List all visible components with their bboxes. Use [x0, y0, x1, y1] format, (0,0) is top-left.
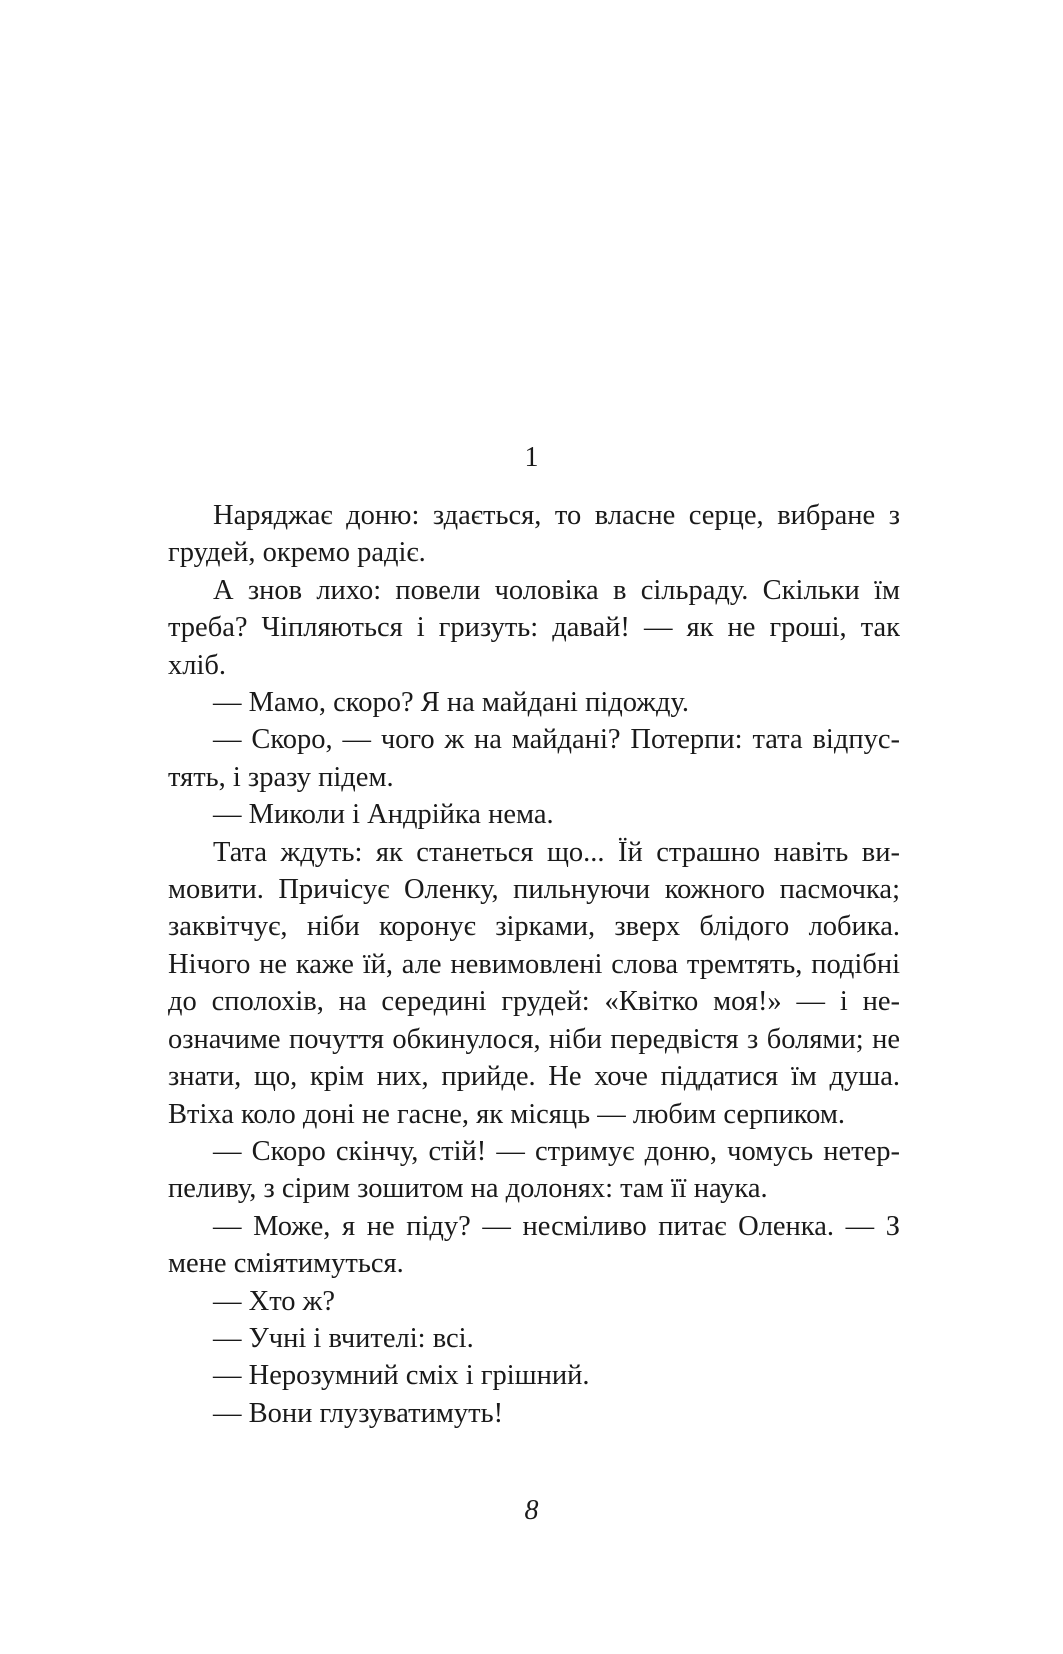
paragraph: — Миколи і Андрійка нема.: [213, 799, 554, 831]
paragraph: — Скоро скінчу, стій! — стримує доню, чомусь нетерпеливу, з сірим зошитом на долонях: там її наука.: [168, 1135, 900, 1205]
paragraph: Наряджає доню: здається, то власне серце, вибране з грудей, окремо радіє.: [168, 500, 900, 569]
paragraph: Тата ждуть: як станеться що... Їй страшно навіть вимовити. Причісує Оленку, пильнуючи кожного пасмочка; заквітчує, ніби коронує зірками, зверх блідого лобика. Нічого не каже їй, але невимовлені слова тремтять, подібні до сполохів, на середині грудей: «Квітко моя!» — і неозначиме почуття обкинулося, ніби передвістя з болями; не знати, що, крім них, прийде. Не хоче піддатися їм душа. Втіха коло доні не гасне, як місяць — любим серпиком.: [168, 836, 900, 1130]
paragraph: — Мамо, скоро? Я на майдані підожду.: [213, 687, 689, 719]
paragraph: — Нерозумний сміх і грішний.: [213, 1360, 590, 1392]
paragraph: А знов лихо: повели чоловіка в сільраду. Скільки їм треба? Чіпляються і гризуть: давай! — як не гроші, так хліб.: [168, 574, 900, 681]
paragraph: — Учні і вчителі: всі.: [213, 1322, 474, 1354]
body-text: [168, 497, 900, 1432]
page-number: 8: [524, 1495, 539, 1526]
paragraph: — Хто ж?: [213, 1285, 336, 1317]
paragraph: — Може, я не піду? — несміливо питає Оленка. — З мене сміятимуться.: [168, 1210, 900, 1280]
paragraph: — Скоро, — чого ж на майдані? Потерпи: тата відпустять, і зразу підем.: [168, 724, 900, 793]
paragraph: — Вони глузуватимуть!: [213, 1397, 504, 1429]
chapter-number: 1: [524, 442, 539, 473]
